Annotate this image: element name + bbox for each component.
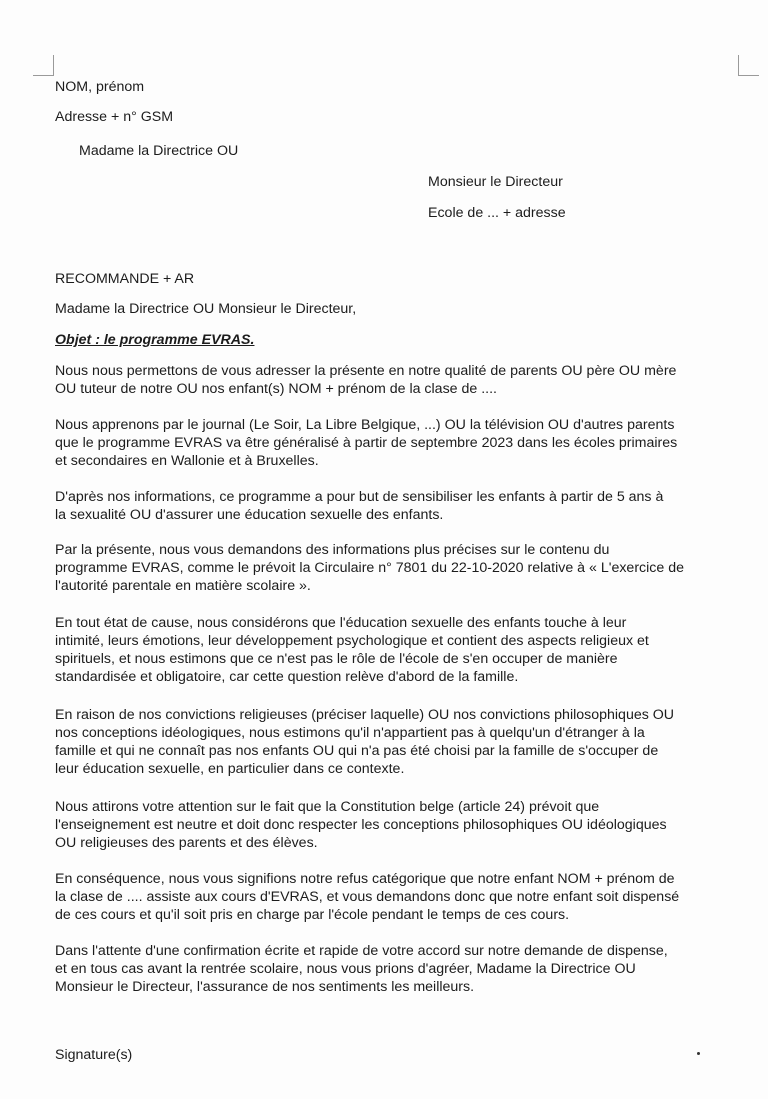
letter-subject: Objet : le programme EVRAS. <box>55 332 255 348</box>
paragraph-line: de ces cours et qu'il soit pris en charge par l'école pendant le temps de ces cours. <box>55 907 570 923</box>
paragraph-line: programme EVRAS, comme le prévoit la Circulaire n° 7801 du 22-10-2020 relative à « L'exercice de <box>55 560 685 576</box>
letter-greeting: Madame la Directrice OU Monsieur le Directeur, <box>55 301 357 317</box>
paragraph-line: Dans l'attente d'une confirmation écrite et rapide de votre accord sur notre demande de dispense, <box>55 943 668 959</box>
paragraph-line: la sexualité OU d'assurer une éducation sexuelle des enfants. <box>55 507 444 523</box>
paragraph-8 <box>55 870 745 924</box>
paragraph-line: l'enseignement est neutre et doit donc respecter les conceptions philosophiques OU idéologiques <box>55 817 667 833</box>
paragraph-line: OU tuteur de notre OU nos enfant(s) NOM + prénom de la clase de .... <box>55 381 497 397</box>
paragraph-line: que le programme EVRAS va être généralisé à partir de septembre 2023 dans les écoles primaires <box>55 435 678 451</box>
paragraph-line: famille et qui ne connaît pas nos enfants OU qui n'a pas été choisi par la famille de s'occuper de <box>55 743 659 759</box>
paragraph-line: nos conceptions idéologiques, nous estimons qu'il n'appartient pas à quelqu'un d'étranger à la <box>55 725 645 741</box>
stray-dot-icon <box>697 1052 700 1055</box>
recipient-salutation-line: Madame la Directrice OU <box>79 143 239 159</box>
paragraph-line: standardisée et obligatoire, car cette question relève d'abord de la famille. <box>55 669 519 685</box>
paragraph-6 <box>55 706 745 778</box>
paragraph-line: En tout état de cause, nous considérons que l'éducation sexuelle des enfants touche à leur <box>55 615 627 631</box>
paragraph-line: En conséquence, nous vous signifions notre refus catégorique que notre enfant NOM + prénom de <box>55 871 675 887</box>
paragraph-line: Nous apprenons par le journal (Le Soir, La Libre Belgique, ...) OU la télévision OU d'autres parents <box>55 417 675 433</box>
recipient-name-line: Monsieur le Directeur <box>428 174 563 190</box>
paragraph-line: et secondaires en Wallonie et à Bruxelles. <box>55 453 319 469</box>
paragraph-line: OU religieuses des parents et des élèves. <box>55 835 318 851</box>
paragraph-4 <box>55 541 745 595</box>
signature-line: Signature(s) <box>55 1047 133 1063</box>
paragraph-line: Nous nous permettons de vous adresser la présente en notre qualité de parents OU père OU mère <box>55 363 677 379</box>
paragraph-1 <box>55 362 745 398</box>
sender-address: Adresse + n° GSM <box>55 109 174 125</box>
paragraph-line: spirituels, et nous estimons que ce n'est pas le rôle de l'école de s'en occuper de manière <box>55 651 618 667</box>
paragraph-line: la clase de .... assiste aux cours d'EVRAS, et vous demandons donc que notre enfant soit dispensé <box>55 889 680 905</box>
registered-mail-notice: RECOMMANDE + AR <box>55 271 195 287</box>
sender-name: NOM, prénom <box>55 79 145 95</box>
paragraph-line: Nous attirons votre attention sur le fait que la Constitution belge (article 24) prévoit que <box>55 799 600 815</box>
paragraph-2 <box>55 416 745 470</box>
paragraph-3 <box>55 488 745 524</box>
paragraph-line: D'après nos informations, ce programme a pour but de sensibiliser les enfants à partir de 5 ans à <box>55 489 664 505</box>
crop-mark-top-right-icon <box>738 55 759 76</box>
paragraph-line: Monsieur le Directeur, l'assurance de nos sentiments les meilleurs. <box>55 979 475 995</box>
paragraph-9 <box>55 942 745 996</box>
paragraph-line: En raison de nos convictions religieuses (préciser laquelle) OU nos convictions philosophiques OU <box>55 707 675 723</box>
paragraph-line: Par la présente, nous vous demandons des informations plus précises sur le contenu du <box>55 542 610 558</box>
paragraph-line: l'autorité parentale en matière scolaire ». <box>55 578 311 594</box>
paragraph-5 <box>55 614 745 686</box>
recipient-school-line: Ecole de ... + adresse <box>428 205 566 221</box>
paragraph-line: intimité, leurs émotions, leur développement psychologique et contient des aspects religieux et <box>55 633 649 649</box>
paragraph-line: et en tous cas avant la rentrée scolaire, nous vous prions d'agréer, Madame la Directrice OU <box>55 961 636 977</box>
paragraph-7 <box>55 798 745 852</box>
paragraph-line: leur éducation sexuelle, en particulier dans ce contexte. <box>55 761 405 777</box>
crop-mark-top-left-icon <box>33 55 54 76</box>
